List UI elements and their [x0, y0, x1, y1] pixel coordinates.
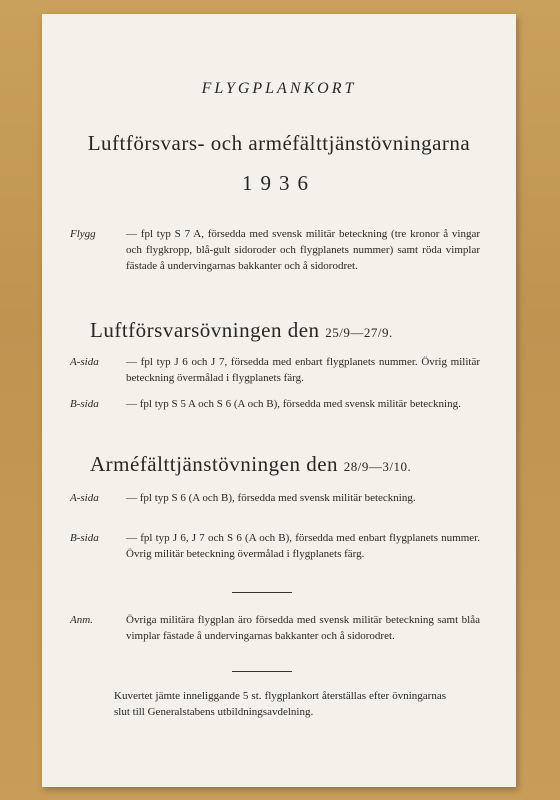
section1-a-text: — fpl typ J 6 och J 7, försedda med enbart flygplanets nummer. Övrig militär beteckning övermålad i flygplanets färg. — [126, 356, 480, 384]
card-title: FLYGPLANKORT — [201, 80, 357, 97]
footer-text: Kuvertet jämte inneliggande 5 st. flygplankort återställas efter övningarnas slut till Generalstabens utbildningsavdelning. — [114, 690, 446, 718]
section2-b-label: B-sida — [70, 532, 99, 544]
section2-title-text: Arméfälttjänstövningen den — [90, 452, 339, 476]
card-subtitle: Luftförsvars- och arméfälttjänstövningarna — [87, 131, 471, 155]
section1-title — [90, 318, 496, 343]
section1-a-label: A-sida — [70, 356, 99, 368]
section1-b-text: — fpl typ S 5 A och S 6 (A och B), försedda med svensk militär beteckning. — [126, 398, 461, 410]
intro-label: Flygg — [70, 228, 96, 240]
section2-a-text: — fpl typ S 6 (A och B), försedda med svensk militär beteckning. — [126, 492, 416, 504]
section1-title-text: Luftförsvarsövningen den — [90, 318, 320, 342]
section2-title — [90, 452, 496, 477]
note-label: Anm. — [70, 614, 93, 626]
section2-a-entry — [70, 490, 480, 506]
intro-text: — fpl typ S 7 A, försedda med svensk militär beteckning (tre kronor å vingar och flygkropp, blå-gult sidoroder och flygplanets nummer) samt röda vimplar fästade å undervingarnas bakkanter och å sidorodret. — [126, 228, 480, 272]
section1-a-entry — [70, 354, 480, 386]
note-entry — [70, 612, 480, 644]
section2-b-text: — fpl typ J 6, J 7 och S 6 (A och B), försedda med enbart flygplanets nummer. Övrig militär beteckning övermålad i flygplanets färg. — [126, 532, 480, 560]
section1-dates: 25/9—27/9. — [325, 325, 393, 340]
section2-dates: 28/9—3/10. — [343, 459, 412, 474]
section1-b-label: B-sida — [70, 398, 99, 410]
divider-upper — [232, 592, 292, 593]
divider-lower — [232, 671, 292, 672]
intro-entry — [70, 226, 480, 274]
note-text: Övriga militära flygplan äro försedda med svensk militär beteckning samt blåa vimplar fästade å undervingarnas bakkanter och å sidorodret. — [126, 614, 480, 642]
section2-b-entry — [70, 530, 480, 562]
section2-a-label: A-sida — [70, 492, 99, 504]
card-year: 1936 — [242, 171, 316, 195]
flight-plan-card — [42, 14, 516, 787]
section1-b-entry — [70, 396, 480, 412]
